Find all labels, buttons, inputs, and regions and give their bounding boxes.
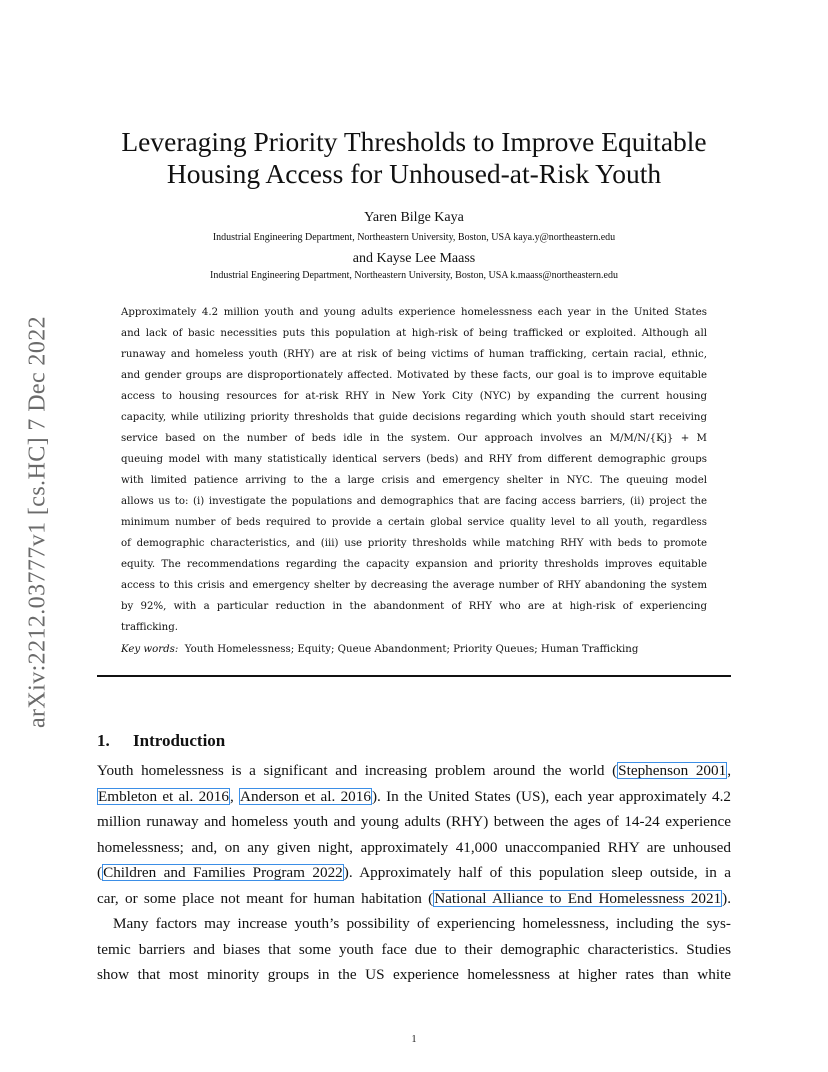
- body-text: ). Approximately half of this population sleep outside, in a: [343, 864, 731, 881]
- abstract-line: allows us to: (i) investigate the populations and demographics that are facing access barriers, (ii) project the: [121, 496, 707, 507]
- abstract-line: runaway and homeless youth (RHY) are at risk of being victims of human trafficking, certain racial, ethnic,: [121, 349, 707, 360]
- abstract-line: capacity, while utilizing priority thresholds that guide decisions regarding which youth should start receiving: [121, 412, 707, 423]
- keywords: Key words: Youth Homelessness; Equity; Queue Abandonment; Priority Queues; Human Trafficking: [121, 644, 639, 655]
- abstract-line: of demographic characteristics, and (iii) use priority thresholds while matching RHY with beds to promote: [121, 538, 707, 549]
- abstract-line: trafficking.: [121, 622, 178, 633]
- body-line: temic barriers and biases that some youth face due to their demographic characteristics. Studies: [97, 940, 731, 958]
- body-text: Youth homelessness is a significant and increasing problem around the world (: [97, 762, 618, 779]
- paper-title: [60, 126, 768, 190]
- author-affiliation-1: Industrial Engineering Department, Northeastern University, Boston, USA kaya.y@northeastern.edu: [212, 232, 616, 243]
- abstract-line: equity. The recommendations regarding the capacity expansion and priority thresholds improves equitable: [121, 559, 707, 570]
- body-text: ,: [727, 762, 731, 779]
- abstract-line: queuing model with many statistically identical servers (beds) and RHY from different demographic groups: [121, 454, 707, 465]
- body-line: [97, 860, 731, 886]
- abstract-line: and lack of basic necessities puts this population at high-risk of being trafficked or exploited. Although all: [121, 328, 707, 339]
- page-number: 1: [411, 1034, 417, 1045]
- keywords-label: Key words: [121, 644, 175, 655]
- abstract-line: Approximately 4.2 million youth and young adults experience homelessness each year in the United States: [121, 307, 707, 318]
- section-title: Introduction: [133, 731, 226, 750]
- section-number: 1.: [97, 731, 110, 750]
- keywords-text: Youth Homelessness; Equity; Queue Abandonment; Priority Queues; Human Trafficking: [184, 644, 639, 655]
- citation-link[interactable]: Embleton et al. 2016: [98, 787, 229, 805]
- arxiv-identifier: arXiv:2212.03777v1 [cs.HC] 7 Dec 2022: [24, 315, 51, 729]
- abstract-line: minimum number of beds required to provide a certain global service quality level to all youth, regardless: [121, 517, 707, 528]
- abstract: [121, 302, 707, 638]
- body-text: ,: [229, 787, 240, 805]
- body-line: [97, 784, 731, 810]
- abstract-line: by 92%, with a particular reduction in the abandonment of RHY who are at high-risk of experiencing: [121, 601, 707, 612]
- section-divider: [97, 675, 731, 677]
- body-text: ). In the United States (US), each year approximately 4.2: [371, 787, 732, 805]
- citation-link[interactable]: National Alliance to End Homelessness 2021: [434, 889, 722, 907]
- citation-link[interactable]: Stephenson 2001: [618, 762, 727, 779]
- body-text: (: [97, 864, 103, 881]
- abstract-line: access to this crisis and emergency shelter by decreasing the average number of RHY abandoning the system: [121, 580, 707, 591]
- section-heading: [97, 731, 225, 751]
- body-line: [97, 886, 731, 912]
- citation-link[interactable]: Anderson et al. 2016: [240, 787, 371, 805]
- title-line-2: Housing Access for Unhoused-at-Risk Youth: [166, 158, 662, 189]
- body-line: [97, 758, 731, 784]
- author-affiliation-2: Industrial Engineering Department, Northeastern University, Boston, USA k.maass@northeastern.edu: [210, 270, 618, 281]
- citation-link[interactable]: Children and Families Program 2022: [103, 864, 343, 881]
- body-line: million runaway and homeless youth and young adults (RHY) between the ages of 14-24 experience: [97, 813, 731, 830]
- body-text: car, or some place not meant for human habitation (: [97, 889, 434, 907]
- body-line: Many factors may increase youth’s possibility of experiencing homelessness, including the sys-: [113, 915, 731, 932]
- introduction-body: [97, 758, 731, 988]
- author-name-2: and Kayse Lee Maass: [352, 251, 476, 266]
- author-name-1: Yaren Bilge Kaya: [364, 210, 464, 225]
- abstract-line: access to housing resources for at-risk RHY in New York City (NYC) by expanding the current housing: [121, 391, 707, 402]
- body-text: ).: [722, 889, 732, 907]
- body-line: show that most minority groups in the US experience homelessness at higher rates than white: [97, 966, 731, 983]
- abstract-line: with limited patience arriving to the a large crisis and emergency shelter in NYC. The queuing model: [121, 475, 707, 486]
- title-line-1: Leveraging Priority Thresholds to Improve Equitable: [121, 126, 707, 157]
- abstract-line: service based on the number of beds idle in the system. Our approach involves an M/M/N/{Kj} + M: [121, 433, 707, 444]
- abstract-line: and gender groups are disproportionately affected. Motivated by these facts, our goal is to improve equitable: [121, 370, 707, 381]
- body-line: homelessness; and, on any given night, approximately 41,000 unaccompanied RHY are unhoused: [97, 838, 731, 856]
